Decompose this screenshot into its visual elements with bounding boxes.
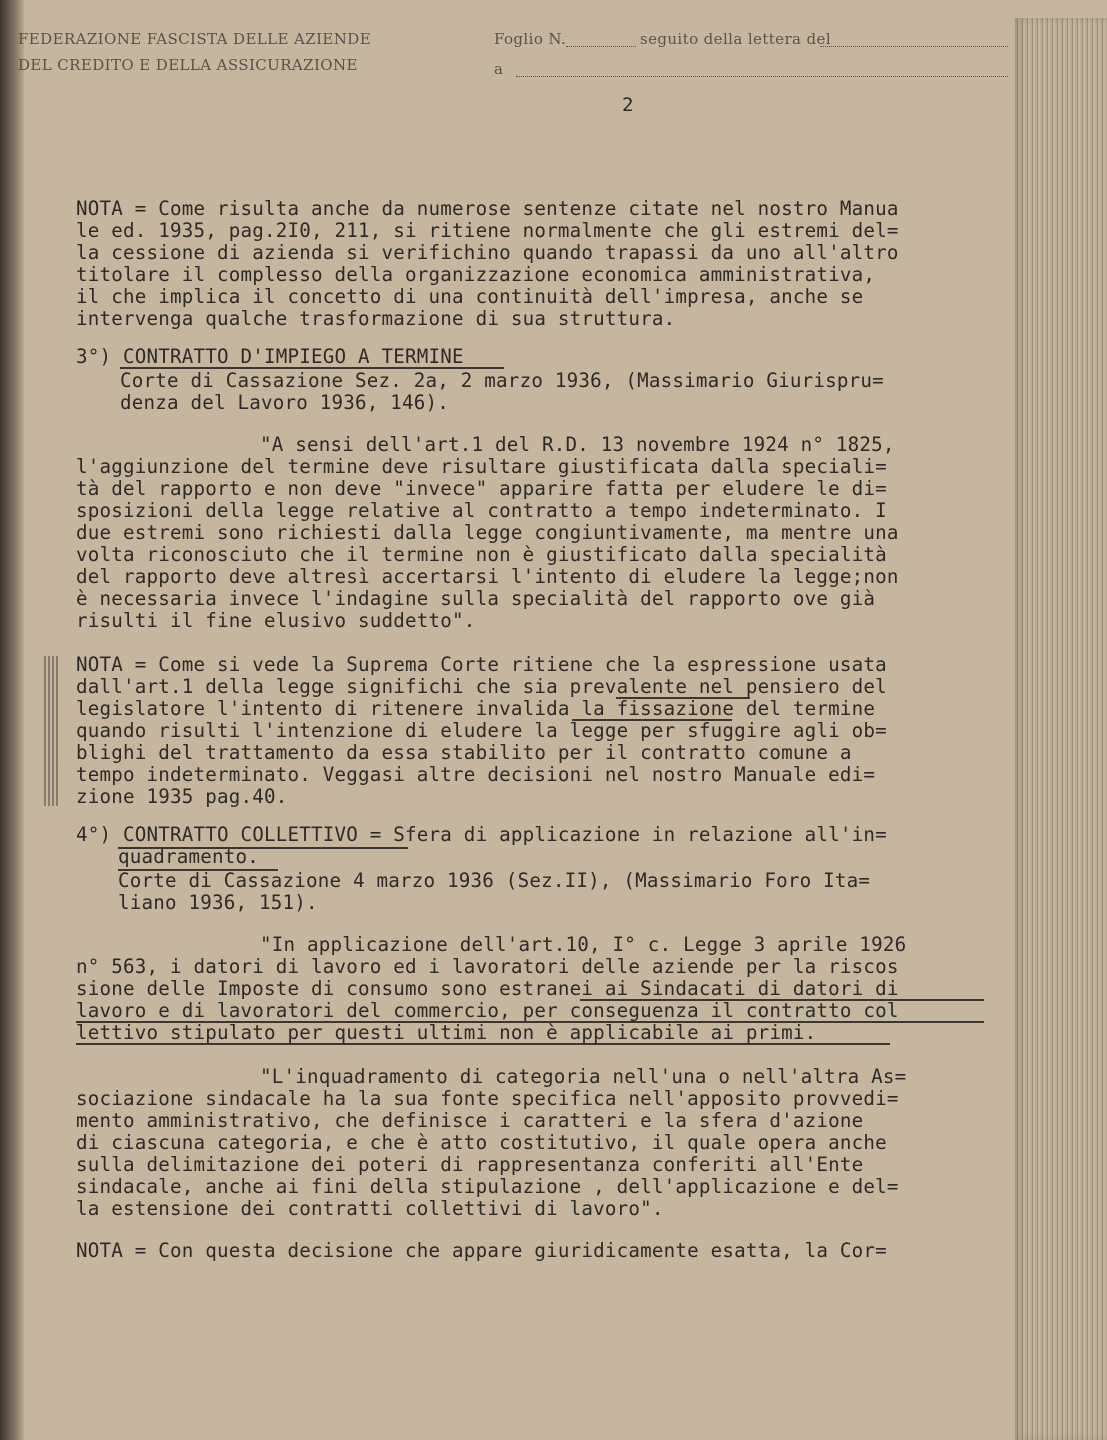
book-spine — [0, 0, 24, 1440]
text-line: lettivo stipulato per questi ultimi non è applicabile ai primi. — [76, 1021, 817, 1044]
text-line: la cessione di azienda si verifichino quando trapassi da uno all'altro — [76, 241, 899, 264]
foglio-blank — [566, 46, 636, 47]
text-line: quadramento. — [118, 845, 260, 868]
text-line: di ciascuna categoria, e che è atto costitutivo, il quale opera anche — [76, 1131, 887, 1154]
underline-heading-4 — [118, 847, 408, 849]
text-line: sulla delimitazione dei poteri di rappresentanza conferiti all'Ente — [76, 1153, 864, 1176]
section-heading: 3°) CONTRATTO D'IMPIEGO A TERMINE — [76, 345, 464, 368]
text-line: Corte di Cassazione Sez. 2a, 2 marzo 1936, (Massimario Giurispru= — [120, 369, 884, 392]
text-line: "A sensi dell'art.1 del R.D. 13 novembre 1924 n° 1825, — [260, 433, 895, 456]
text-line: intervenga qualche trasformazione di sua struttura. — [76, 307, 676, 330]
foglio-label: Foglio N. — [494, 30, 567, 48]
text-line: titolare il complesso della organizzazione economica amministrativa, — [76, 263, 876, 286]
underline-prevalente — [616, 697, 750, 699]
recipient-label: a — [494, 60, 504, 78]
text-line: sindacale, anche ai fini della stipulazione , dell'applicazione e del= — [76, 1175, 899, 1198]
text-line: sociazione sindacale ha la sua fonte specifica nell'apposito provvedi= — [76, 1087, 899, 1110]
text-line: NOTA = Come si vede la Suprema Corte ritiene che la espressione usata — [76, 653, 887, 676]
text-line: "In applicazione dell'art.10, I° c. Legge 3 aprile 1926 — [260, 933, 907, 956]
page-edges — [1015, 18, 1107, 1440]
text-line: è necessaria invece l'indagine sulla specialità del rapporto ove già — [76, 587, 876, 610]
text-line: risulti il fine elusivo suddetto". — [76, 609, 476, 632]
text-line: volta riconosciuto che il termine non è giustificato dalla specialità — [76, 543, 887, 566]
seguito-blank — [820, 46, 1008, 47]
text-line: zione 1935 pag.40. — [76, 785, 288, 808]
text-line: n° 563, i datori di lavoro ed i lavoratori delle aziende per la riscos — [76, 955, 899, 978]
text-line: mento amministrativo, che definisce i caratteri e la sfera d'azione — [76, 1109, 864, 1132]
margin-pencil-mark — [44, 656, 58, 806]
text-line: Corte di Cassazione 4 marzo 1936 (Sez.II), (Massimario Foro Ita= — [118, 869, 871, 892]
letterhead-org-line1: FEDERAZIONE FASCISTA DELLE AZIENDE — [18, 30, 372, 48]
text-line: il che implica il concetto di una continuità dell'impresa, anche se — [76, 285, 864, 308]
text-line: NOTA = Come risulta anche da numerose sentenze citate nel nostro Manua — [76, 197, 899, 220]
text-line: legislatore l'intento di ritenere invalida la fissazione del termine — [76, 697, 876, 720]
text-line: tempo indeterminato. Veggasi altre decisioni nel nostro Manuale edi= — [76, 763, 876, 786]
underline-fissazione — [572, 719, 732, 721]
text-line: blighi del trattamento da essa stabilito per il contratto comune a — [76, 741, 852, 764]
text-line: lavoro e di lavoratori del commercio, per conseguenza il contratto col — [76, 999, 899, 1022]
text-line: dall'art.1 della legge significhi che sia prevalente nel pensiero del — [76, 675, 887, 698]
page-number: 2 — [622, 94, 634, 116]
text-line: tà del rapporto e non deve "invece" apparire fatta per eludere le di= — [76, 477, 887, 500]
text-line: l'aggiunzione del termine deve risultare giustificata dalla speciali= — [76, 455, 887, 478]
text-line: sposizioni della legge relative al contratto a tempo indeterminato. I — [76, 499, 887, 522]
text-line: denza del Lavoro 1936, 146). — [120, 391, 450, 414]
text-line: del rapporto deve altresì accertarsi l'intento di eludere la legge;non — [76, 565, 899, 588]
text-line: liano 1936, 151). — [118, 891, 318, 914]
text-line: sione delle Imposte di consumo sono estranei ai Sindacati di datori di — [76, 977, 899, 1000]
text-line: quando risulti l'intenzione di eludere la legge per sfuggire agli ob= — [76, 719, 887, 742]
seguito-label: seguito della lettera del — [640, 30, 832, 48]
recipient-blank — [516, 76, 1008, 77]
section-heading: 4°) CONTRATTO COLLETTIVO = Sfera di applicazione in relazione all'in= — [76, 823, 887, 846]
letterhead-org-line2: DEL CREDITO E DELLA ASSICURAZIONE — [18, 56, 358, 74]
underline-heading-3 — [120, 367, 504, 369]
text-line: NOTA = Con questa decisione che appare giuridicamente esatta, la Cor= — [76, 1239, 887, 1262]
underline-commercio — [76, 1021, 984, 1023]
text-line: due estremi sono richiesti dalla legge congiuntivamente, ma mentre una — [76, 521, 899, 544]
underline-lettivo — [76, 1043, 890, 1045]
underline-estranei — [580, 999, 984, 1001]
text-line: "L'inquadramento di categoria nell'una o nell'altra As= — [260, 1065, 907, 1088]
text-line: le ed. 1935, pag.2I0, 211, si ritiene normalmente che gli estremi del= — [76, 219, 899, 242]
text-line: la estensione dei contratti collettivi di lavoro". — [76, 1197, 664, 1220]
underline-heading-4b — [118, 869, 278, 871]
